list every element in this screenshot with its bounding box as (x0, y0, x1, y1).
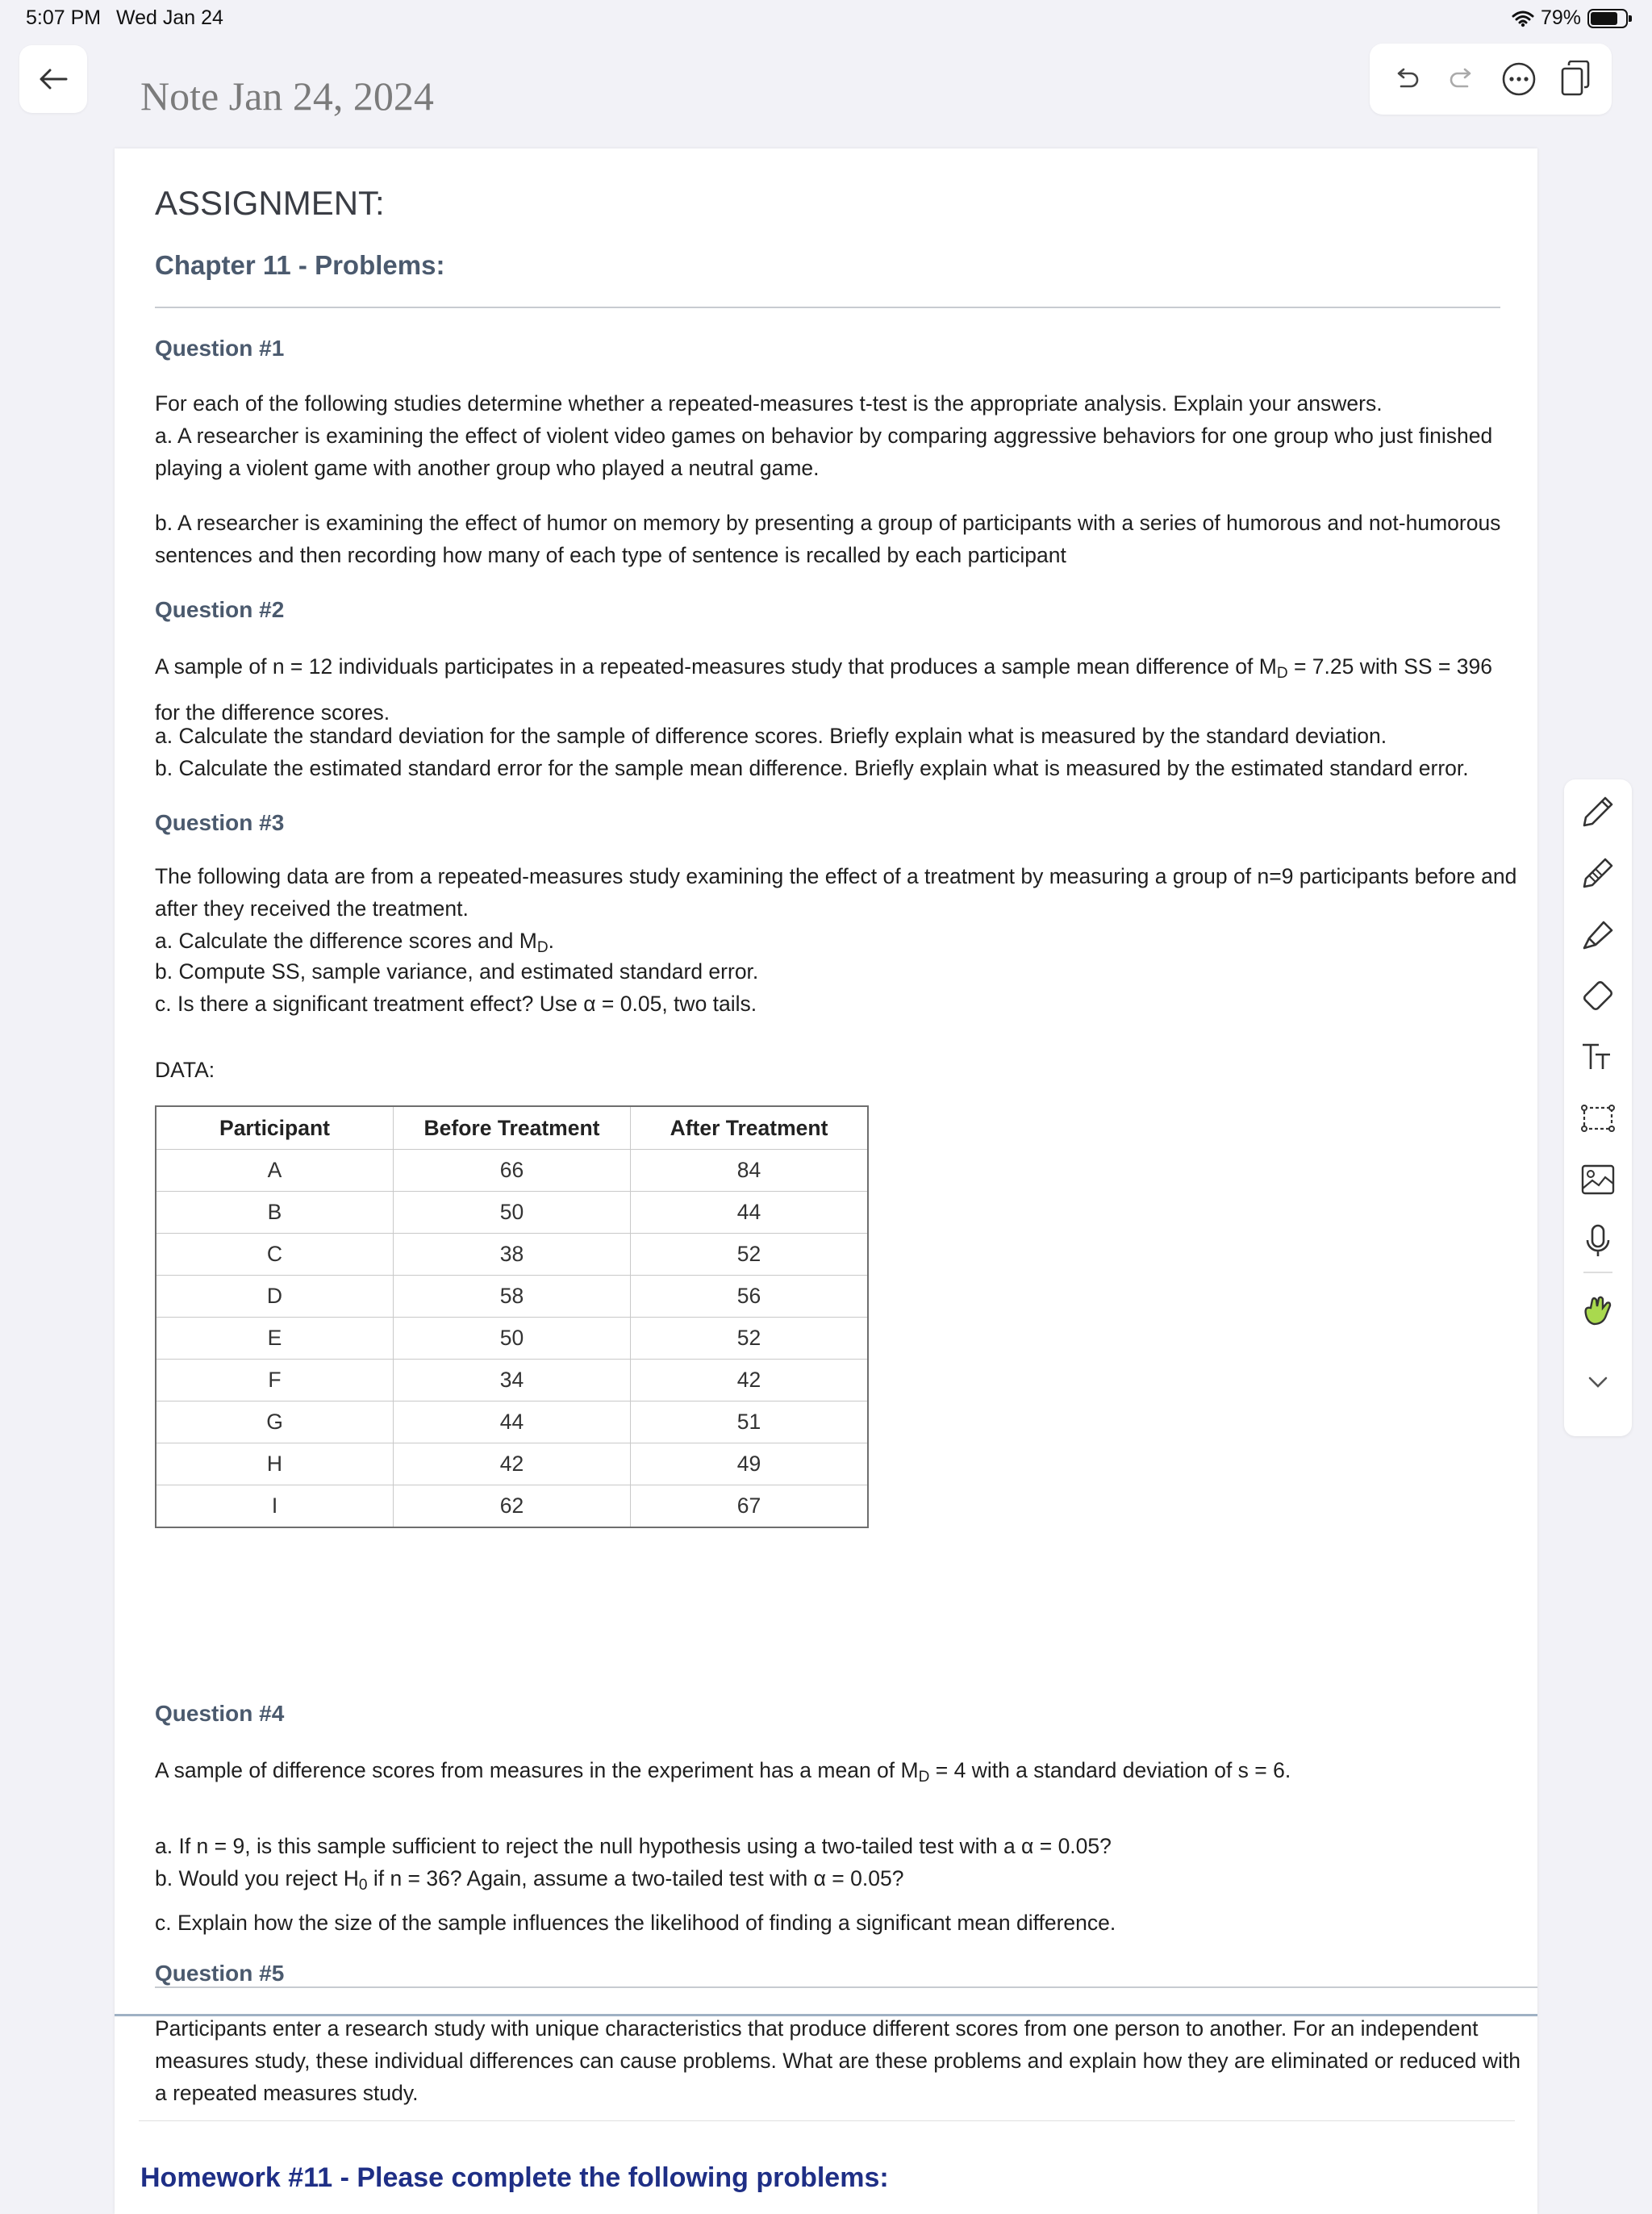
highlighter-tool[interactable] (1574, 910, 1622, 959)
status-date: Wed Jan 24 (116, 6, 223, 29)
q4-part-c: c. Explain how the size of the sample influences the likelihood of finding a significant mean difference. (155, 1910, 1116, 1935)
table-cell: 42 (394, 1443, 631, 1485)
question-3-heading: Question #3 (155, 810, 285, 835)
battery-icon (1587, 9, 1628, 28)
table-row (156, 1276, 868, 1318)
table-row (156, 1192, 868, 1234)
table-row (156, 1318, 868, 1360)
text-icon (1578, 1037, 1618, 1077)
pencil-icon (1578, 853, 1618, 893)
question-1-body (155, 387, 1518, 484)
status-bar (0, 6, 1652, 39)
question-2-parts (155, 720, 1518, 784)
question-4-parts (155, 1830, 1518, 1939)
table-cell: 51 (631, 1402, 869, 1443)
q3-part-c: c. Is there a significant treatment effect? Use α = 0.05, two tails. (155, 992, 757, 1016)
palette-separator (1583, 1272, 1612, 1273)
chevron-down-icon (1585, 1372, 1611, 1391)
question-5-body (155, 2012, 1526, 2109)
image-tool[interactable] (1574, 1155, 1622, 1204)
pages-button[interactable] (1554, 58, 1596, 100)
table-cell: 50 (394, 1192, 631, 1234)
q1-part-a: a. A researcher is examining the effect of violent video games on behavior by comparing aggressive behaviors for one group who just finished playing a violent game with another group who played a neutral game. (155, 424, 1493, 480)
tool-palette (1564, 779, 1632, 1436)
table-cell: 44 (631, 1192, 869, 1234)
q4-intro (155, 1754, 1518, 1794)
table-cell: 58 (394, 1276, 631, 1318)
text-tool[interactable] (1574, 1033, 1622, 1081)
table-row (156, 1150, 868, 1192)
table-cell: 38 (394, 1234, 631, 1276)
q1-intro: For each of the following studies determine whether a repeated-measures t-test is the appropriate analysis. Explain your answers. (155, 391, 1383, 416)
pen-icon (1578, 792, 1618, 832)
question-4-heading: Question #4 (155, 1701, 285, 1726)
table-row (156, 1485, 868, 1528)
q4-intro-sub: D (918, 1768, 930, 1786)
data-table (155, 1105, 869, 1528)
q5-text: Participants enter a research study with unique characteristics that produce different scores from one person to another. For an independent measures study, these individual differences can cause problems. What are these problems and explain how they are eliminated or reduced with a repeated measures study. (155, 2016, 1521, 2105)
table-cell: 67 (631, 1485, 869, 1528)
q2-intro-pre: A sample of n = 12 individuals participates in a repeated-measures study that produces a sample mean difference of M (155, 654, 1277, 679)
wifi-icon (1512, 10, 1534, 27)
q1-part-b (155, 507, 1518, 571)
table-cell: 62 (394, 1485, 631, 1528)
question-2-heading: Question #2 (155, 597, 285, 622)
table-cell: 66 (394, 1150, 631, 1192)
redo-icon (1448, 67, 1477, 91)
status-time: 5:07 PM (26, 6, 102, 29)
document-title[interactable]: Note Jan 24, 2024 (140, 73, 434, 119)
page-margin-line (139, 2120, 1515, 2121)
data-label (155, 1054, 1518, 1086)
data-label-text: DATA: (155, 1058, 215, 1082)
pages-icon (1559, 61, 1592, 98)
table-cell: G (156, 1402, 394, 1443)
hand-draw-tool[interactable] (1574, 1286, 1622, 1335)
divider (155, 307, 1500, 308)
image-icon (1578, 1159, 1618, 1200)
q4-part-b-pre: b. Would you reject H (155, 1866, 359, 1890)
table-cell: I (156, 1485, 394, 1528)
q4-part-b (155, 1862, 1518, 1902)
q1-part-b-text: b. A researcher is examining the effect of humor on memory by presenting a group of participants with a series of humorous and not-humorous sentences and then recording how many of each type of sentence is recalled by each participant (155, 511, 1501, 567)
more-button[interactable] (1498, 58, 1540, 100)
back-button[interactable] (19, 45, 87, 113)
table-cell: 50 (394, 1318, 631, 1360)
pencil-tool[interactable] (1574, 849, 1622, 897)
highlighter-icon (1578, 914, 1618, 955)
table-row (156, 1443, 868, 1485)
page-separator (115, 2014, 1537, 2016)
table-cell: D (156, 1276, 394, 1318)
mic-icon (1578, 1221, 1618, 1261)
q2-intro-post: = 7.25 with SS = 396 for the difference scores. (155, 654, 1492, 725)
q5-underline (155, 1986, 1537, 1988)
chapter-heading: Chapter 11 - Problems: (155, 250, 445, 280)
q2-part-a: a. Calculate the standard deviation for the sample of difference scores. Briefly explain what is measured by the standard deviation. (155, 724, 1387, 748)
q3-intro: The following data are from a repeated-measures study examining the effect of a treatment by measuring a group of n=9 participants before and after they received the treatment. (155, 864, 1517, 921)
more-icon (1501, 61, 1537, 97)
q3-part-a-post: . (548, 929, 554, 953)
note-page[interactable] (115, 148, 1537, 2214)
q4-part-b-post: if n = 36? Again, assume a two-tailed test with α = 0.05? (367, 1866, 904, 1890)
undo-button[interactable] (1385, 58, 1427, 100)
lasso-icon (1578, 1098, 1618, 1138)
lasso-tool[interactable] (1574, 1094, 1622, 1143)
table-cell: C (156, 1234, 394, 1276)
hand-draw-icon (1578, 1290, 1618, 1330)
question-1-heading: Question #1 (155, 336, 285, 361)
table-cell: 84 (631, 1150, 869, 1192)
back-arrow-icon (37, 67, 69, 91)
question-4-body (155, 1754, 1518, 1794)
assignment-heading: ASSIGNMENT: (155, 184, 385, 222)
audio-tool[interactable] (1574, 1217, 1622, 1265)
table-cell: 52 (631, 1318, 869, 1360)
header-after: After Treatment (631, 1106, 869, 1150)
q3-part-a-pre: a. Calculate the difference scores and M (155, 929, 537, 953)
table-cell: E (156, 1318, 394, 1360)
table-cell: 42 (631, 1360, 869, 1402)
top-toolbar (1370, 44, 1612, 115)
undo-icon (1391, 67, 1420, 91)
table-cell: 49 (631, 1443, 869, 1485)
q2-intro-sub: D (1276, 664, 1288, 682)
q4-intro-pre: A sample of difference scores from measures in the experiment has a mean of M (155, 1758, 919, 1782)
table-cell: B (156, 1192, 394, 1234)
q4-part-a: a. If n = 9, is this sample sufficient to reject the null hypothesis using a two-tailed test with a α = 0.05? (155, 1834, 1112, 1858)
question-5-heading: Question #5 (155, 1961, 285, 1986)
status-right (1512, 6, 1628, 30)
eraser-icon (1578, 975, 1618, 1016)
table-header-row (156, 1106, 868, 1150)
q4-intro-post: = 4 with a standard deviation of s = 6. (929, 1758, 1291, 1782)
q3-part-b: b. Compute SS, sample variance, and estimated standard error. (155, 959, 759, 984)
table-row (156, 1360, 868, 1402)
table-cell: 34 (394, 1360, 631, 1402)
palette-collapse-button[interactable] (1574, 1357, 1622, 1406)
table-row (156, 1234, 868, 1276)
q2-part-b: b. Calculate the estimated standard error for the sample mean difference. Briefly explain what is measured by the estimated standard error. (155, 756, 1469, 780)
question-3-body (155, 860, 1518, 964)
q4-part-b-sub: 0 (358, 1876, 368, 1894)
homework-heading: Homework #11 - Please complete the following problems: (140, 2162, 889, 2193)
table-cell: 52 (631, 1234, 869, 1276)
header-participant: Participant (156, 1106, 394, 1150)
pen-tool[interactable] (1574, 787, 1622, 836)
header-before: Before Treatment (394, 1106, 631, 1150)
table-row (156, 1402, 868, 1443)
redo-button[interactable] (1441, 58, 1483, 100)
question-3-parts (155, 955, 1518, 1020)
table-cell: A (156, 1150, 394, 1192)
table-cell: 44 (394, 1402, 631, 1443)
table-cell: F (156, 1360, 394, 1402)
battery-percent: 79% (1540, 6, 1581, 29)
q3-part-a-sub: D (536, 938, 549, 956)
table-cell: H (156, 1443, 394, 1485)
eraser-tool[interactable] (1574, 971, 1622, 1020)
table-cell: 56 (631, 1276, 869, 1318)
